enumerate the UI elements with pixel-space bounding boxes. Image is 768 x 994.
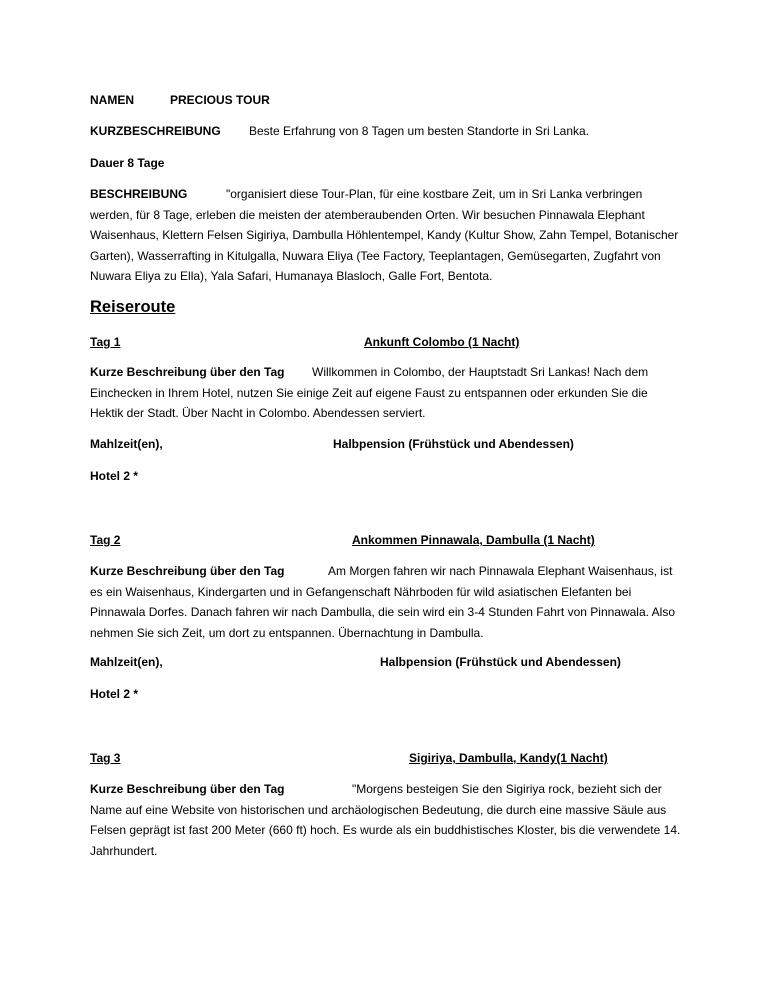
itinerary-heading: Reiseroute: [90, 298, 176, 316]
day-1-title: Ankunft Colombo (1 Nacht): [364, 335, 520, 349]
day-1-hotel: Hotel 2 *: [90, 469, 139, 483]
day-1-tag: Tag 1: [90, 335, 121, 349]
day-2-desc-text: Am Morgen fahren wir nach Pinnawala Elephant Waisenhaus, ist es ein Waisenhaus, Kindergarten und in Gefangenschaft Nährboden für wild asiatischen Elefanten bei Pinnawala Dorfes. Danach fahren wir nach Dambulla, die sein wird ein 3-4 Stunden Fahrt von Pinnawala. Also nehmen Sie sich Zeit, um dort zu entspannen. Übernachtung in Dambulla.: [90, 564, 675, 640]
name-label: NAMEN: [90, 93, 134, 107]
day-2-title: Ankommen Pinnawala, Dambulla (1 Nacht): [352, 533, 595, 547]
day-1-desc-text: Willkommen in Colombo, der Hauptstadt Sri Lankas! Nach dem Einchecken in Ihrem Hotel, nutzen Sie einige Zeit auf eigene Faust zu entspannen oder erkunden Sie die Hektik der Stadt. Über Nacht in Colombo. Abendessen serviert.: [90, 365, 649, 420]
day-2-hotel: Hotel 2 *: [90, 687, 139, 701]
day-1-description: [90, 362, 682, 424]
name-value: PRECIOUS TOUR: [170, 93, 270, 107]
duration: Dauer 8 Tage: [90, 156, 165, 170]
day-1-meal-value: Halbpension (Frühstück und Abendessen): [333, 437, 574, 451]
description-label: BESCHREIBUNG: [90, 187, 188, 201]
day-3-title: Sigiriya, Dambulla, Kandy(1 Nacht): [409, 751, 608, 765]
short-desc-value: Beste Erfahrung von 8 Tagen um besten Standorte in Sri Lanka.: [249, 124, 589, 138]
day-2-meal-value: Halbpension (Frühstück und Abendessen): [380, 655, 621, 669]
description-text: "organisiert diese Tour-Plan, für eine kostbare Zeit, um in Sri Lanka verbringen werden, für 8 Tage, erleben die meisten der atemberaubenden Orten. Wir besuchen Pinnawala Elephant Waisenhaus, Klettern Felsen Sigiriya, Dambulla Höhlentempel, Kandy (Kultur Show, Zahn Tempel, Botanischer Garten), Wasserrafting in Kitulgalla, Nuwara Eliya (Tee Factory, Teeplantagen, Gemüsegarten, Zugfahrt von Nuwara Eliya zu Ella), Yala Safari, Humanaya Blasloch, Galle Fort, Bentota.: [90, 187, 679, 283]
day-2-meal-label: Mahlzeit(en),: [90, 655, 163, 669]
day-3-desc-text: "Morgens besteigen Sie den Sigiriya rock, bezieht sich der Name auf eine Website von historischen und archäologischen Bedeutung, die durch eine massive Säule aus Felsen geprägt ist fast 200 Meter (660 ft) hoch. Es wurde als ein buddhistisches Kloster, bis die verwendete 14. Jahrhundert.: [90, 782, 681, 858]
day-2-description: [90, 561, 682, 643]
day-1-desc-label: Kurze Beschreibung über den Tag: [90, 365, 285, 379]
day-1-meal-label: Mahlzeit(en),: [90, 437, 163, 451]
day-3-tag: Tag 3: [90, 751, 121, 765]
day-3-description: [90, 779, 682, 861]
day-2-tag: Tag 2: [90, 533, 121, 547]
description-paragraph: [90, 184, 682, 287]
day-2-desc-label: Kurze Beschreibung über den Tag: [90, 564, 285, 578]
short-desc-label: KURZBESCHREIBUNG: [90, 124, 221, 138]
day-3-desc-label: Kurze Beschreibung über den Tag: [90, 782, 285, 796]
